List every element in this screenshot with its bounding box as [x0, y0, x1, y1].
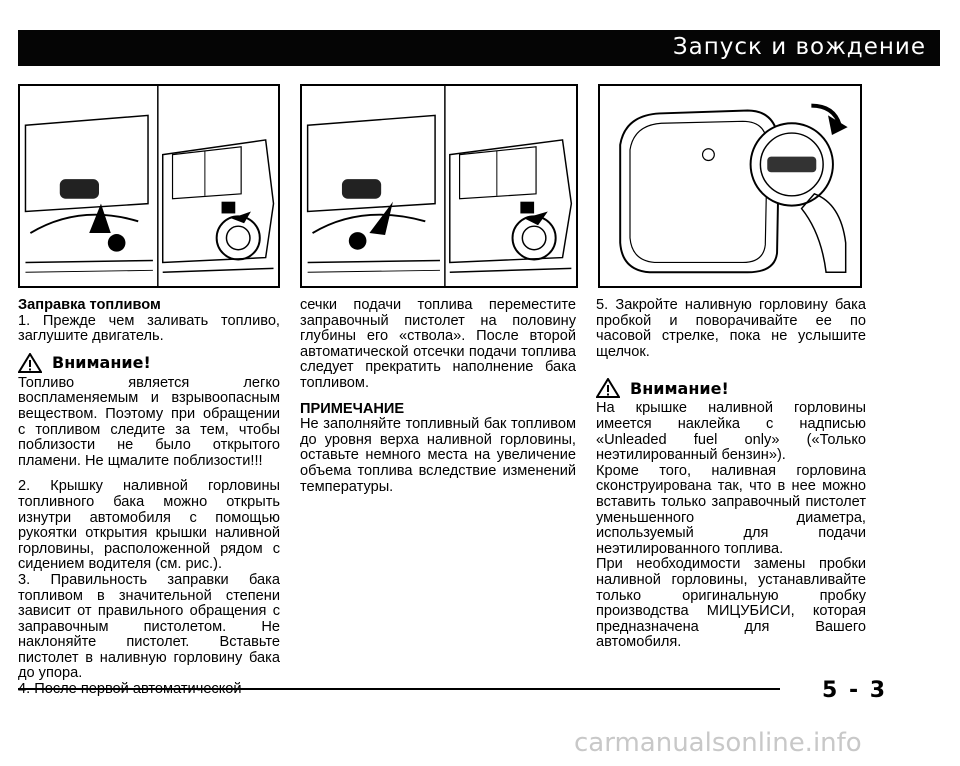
step-4-continued: сечки подачи топлива переместите заправочный пистолет на половину глубины его «ствола». После второй автоматической отсечки подачи топлива следует прекратить наполнение бака топливом.	[300, 297, 576, 391]
figure-fuel-door-release	[18, 84, 280, 288]
warning-extra-2: При необходимости замены пробки наливной горловины, устанавливайте только оригинальную пробку производства МИЦУБИСИ, которая предназначена для Вашего автомобиля.	[596, 556, 866, 651]
fuel-door-open-illustration	[302, 86, 576, 286]
warning-extra-1: Кроме того, наливная горловина сконструирована так, что в нее можно вставить только заправочный пистолет уменьшенного диаметра, используемый для подачи неэтилированного топлива.	[596, 462, 866, 557]
warning-title: Внимание!	[630, 378, 729, 398]
footer-rule	[18, 688, 780, 690]
header-bar	[18, 30, 940, 66]
figure-fuel-cap	[598, 84, 862, 288]
warning-text: Топливо является легко воспламеняемым и взрывоопасным веществом. Поэтому при обращении с топливом следите за тем, чтобы поблизости не было открытого пламени. Не щмалите поблизости!!!	[18, 374, 280, 469]
step-1-text: 1. Прежде чем заливать топливо, заглушите двигатель.	[18, 312, 280, 345]
note-text: Не заполняйте топливный бак топливом до уровня верха наливной горловины, оставьте немного места на увеличение объема топлива вследствие изменений температуры.	[300, 416, 576, 495]
warning-triangle-icon	[596, 378, 620, 398]
watermark: carmanualsonline.info	[574, 728, 862, 758]
column-middle	[300, 298, 576, 495]
section-heading: Заправка топливом	[18, 297, 161, 313]
warning-title: Внимание!	[52, 352, 151, 372]
warning-text: На крышке наливной горловины имеется наклейка с надписью «Unleaded fuel only» («Только неэтилированный бензин»).	[596, 400, 866, 464]
figure-fuel-door-open	[300, 84, 578, 288]
column-right	[596, 298, 866, 651]
warning-header	[18, 353, 280, 373]
warning-header-2	[596, 378, 866, 398]
page-number: 5 - 3	[822, 678, 888, 703]
note-title: ПРИМЕЧАНИЕ	[300, 400, 405, 417]
column-left	[18, 298, 280, 698]
fuel-door-release-illustration	[20, 86, 278, 286]
step-5-text: 5. Закройте наливную горловину бака пробкой и поворачивайте ее по часовой стрелке, пока не услышите щелчок.	[596, 297, 866, 360]
section-title: Запуск и вождение	[672, 34, 926, 60]
fuel-cap-illustration	[600, 86, 860, 286]
warning-triangle-icon	[18, 353, 42, 373]
step-2-text: 2. Крышку наливной горловины топливного бака можно открыть изнутри автомобиля с помощью рукоятки открытия крышки наливной горловины, расположенной рядом с сидением водителя (см. рис.).	[18, 478, 280, 573]
step-3-text: 3. Правильность заправки бака топливом в значительной степени зависит от правильного обращения с заправочным пистолетом. Не наклоняйте пистолет. Вставьте пистолет в наливную горловину бака до упора.	[18, 571, 280, 682]
